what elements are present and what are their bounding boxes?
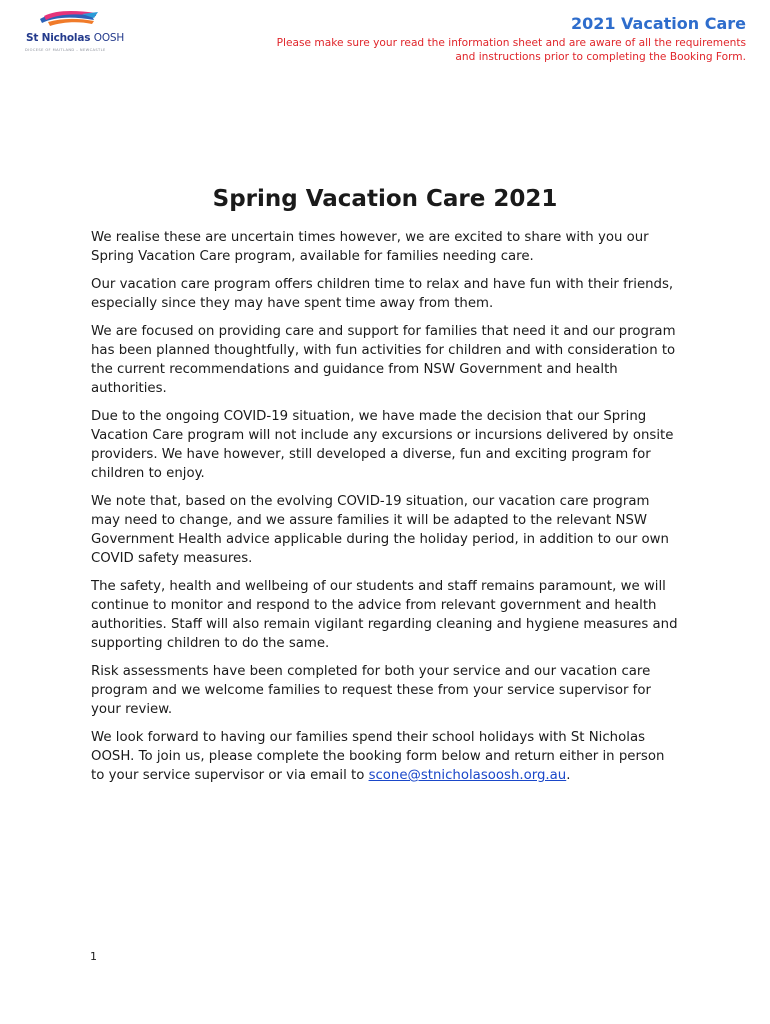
document-title: Spring Vacation Care 2021 [212, 186, 558, 212]
document-body [91, 228, 681, 794]
st-nicholas-oosh-logo [22, 10, 125, 56]
paragraph: The safety, health and wellbeing of our students and staff remains paramount, we will continue to monitor and respond to the advice from relevant government and health authorities. Staff will also remain vigilant regarding cleaning and hygiene measures and supporting children to do the same. [91, 579, 678, 651]
paragraph: We realise these are uncertain times however, we are excited to share with you our Spring Vacation Care program, available for families needing care. [91, 230, 649, 264]
page-number: 1 [90, 950, 97, 963]
header-title: 2021 Vacation Care [570, 14, 746, 33]
paragraph: Due to the ongoing COVID-19 situation, we have made the decision that our Spring Vacation Care program will not include any excursions or incursions delivered by onsite providers. We have however, still developed a diverse, fun and exciting program for children to enjoy. [91, 409, 674, 481]
paragraph: We note that, based on the evolving COVID-19 situation, our vacation care program may need to change, and we assure families it will be adapted to the relevant NSW Government Health advice applicable during the holiday period, in addition to our own COVID safety measures. [91, 494, 669, 566]
closing-period: . [566, 768, 571, 783]
paragraph: Risk assessments have been completed for both your service and our vacation care program and we welcome families to request these from your service supervisor for your review. [91, 664, 651, 717]
logo-tagline: DIOCESE OF MAITLAND – NEWCASTLE [25, 48, 106, 52]
paragraph: We are focused on providing care and support for families that need it and our program has been planned thoughtfully, with fun activities for children and with consideration to the current recommendations and guidance from NSW Government and health authorities. [91, 324, 676, 396]
email-link[interactable]: scone@stnicholasoosh.org.au [368, 768, 567, 783]
logo-brand-text: St Nicholas OOSH [26, 32, 125, 44]
closing-paragraph [91, 728, 681, 785]
closing-text: We look forward to having our families spend their school holidays with St Nicholas OOSH. To join us, please complete the booking form below and return either in person to your service supervisor or via email to [91, 730, 665, 783]
paragraph: Our vacation care program offers children time to relax and have fun with their friends, especially since they may have spent time away from them. [91, 277, 674, 311]
logo-swoosh-icon [22, 10, 118, 34]
header-instruction-note: Please make sure your read the information sheet and are aware of all the requirements and instructions prior to completing the Booking Form. [276, 37, 746, 63]
